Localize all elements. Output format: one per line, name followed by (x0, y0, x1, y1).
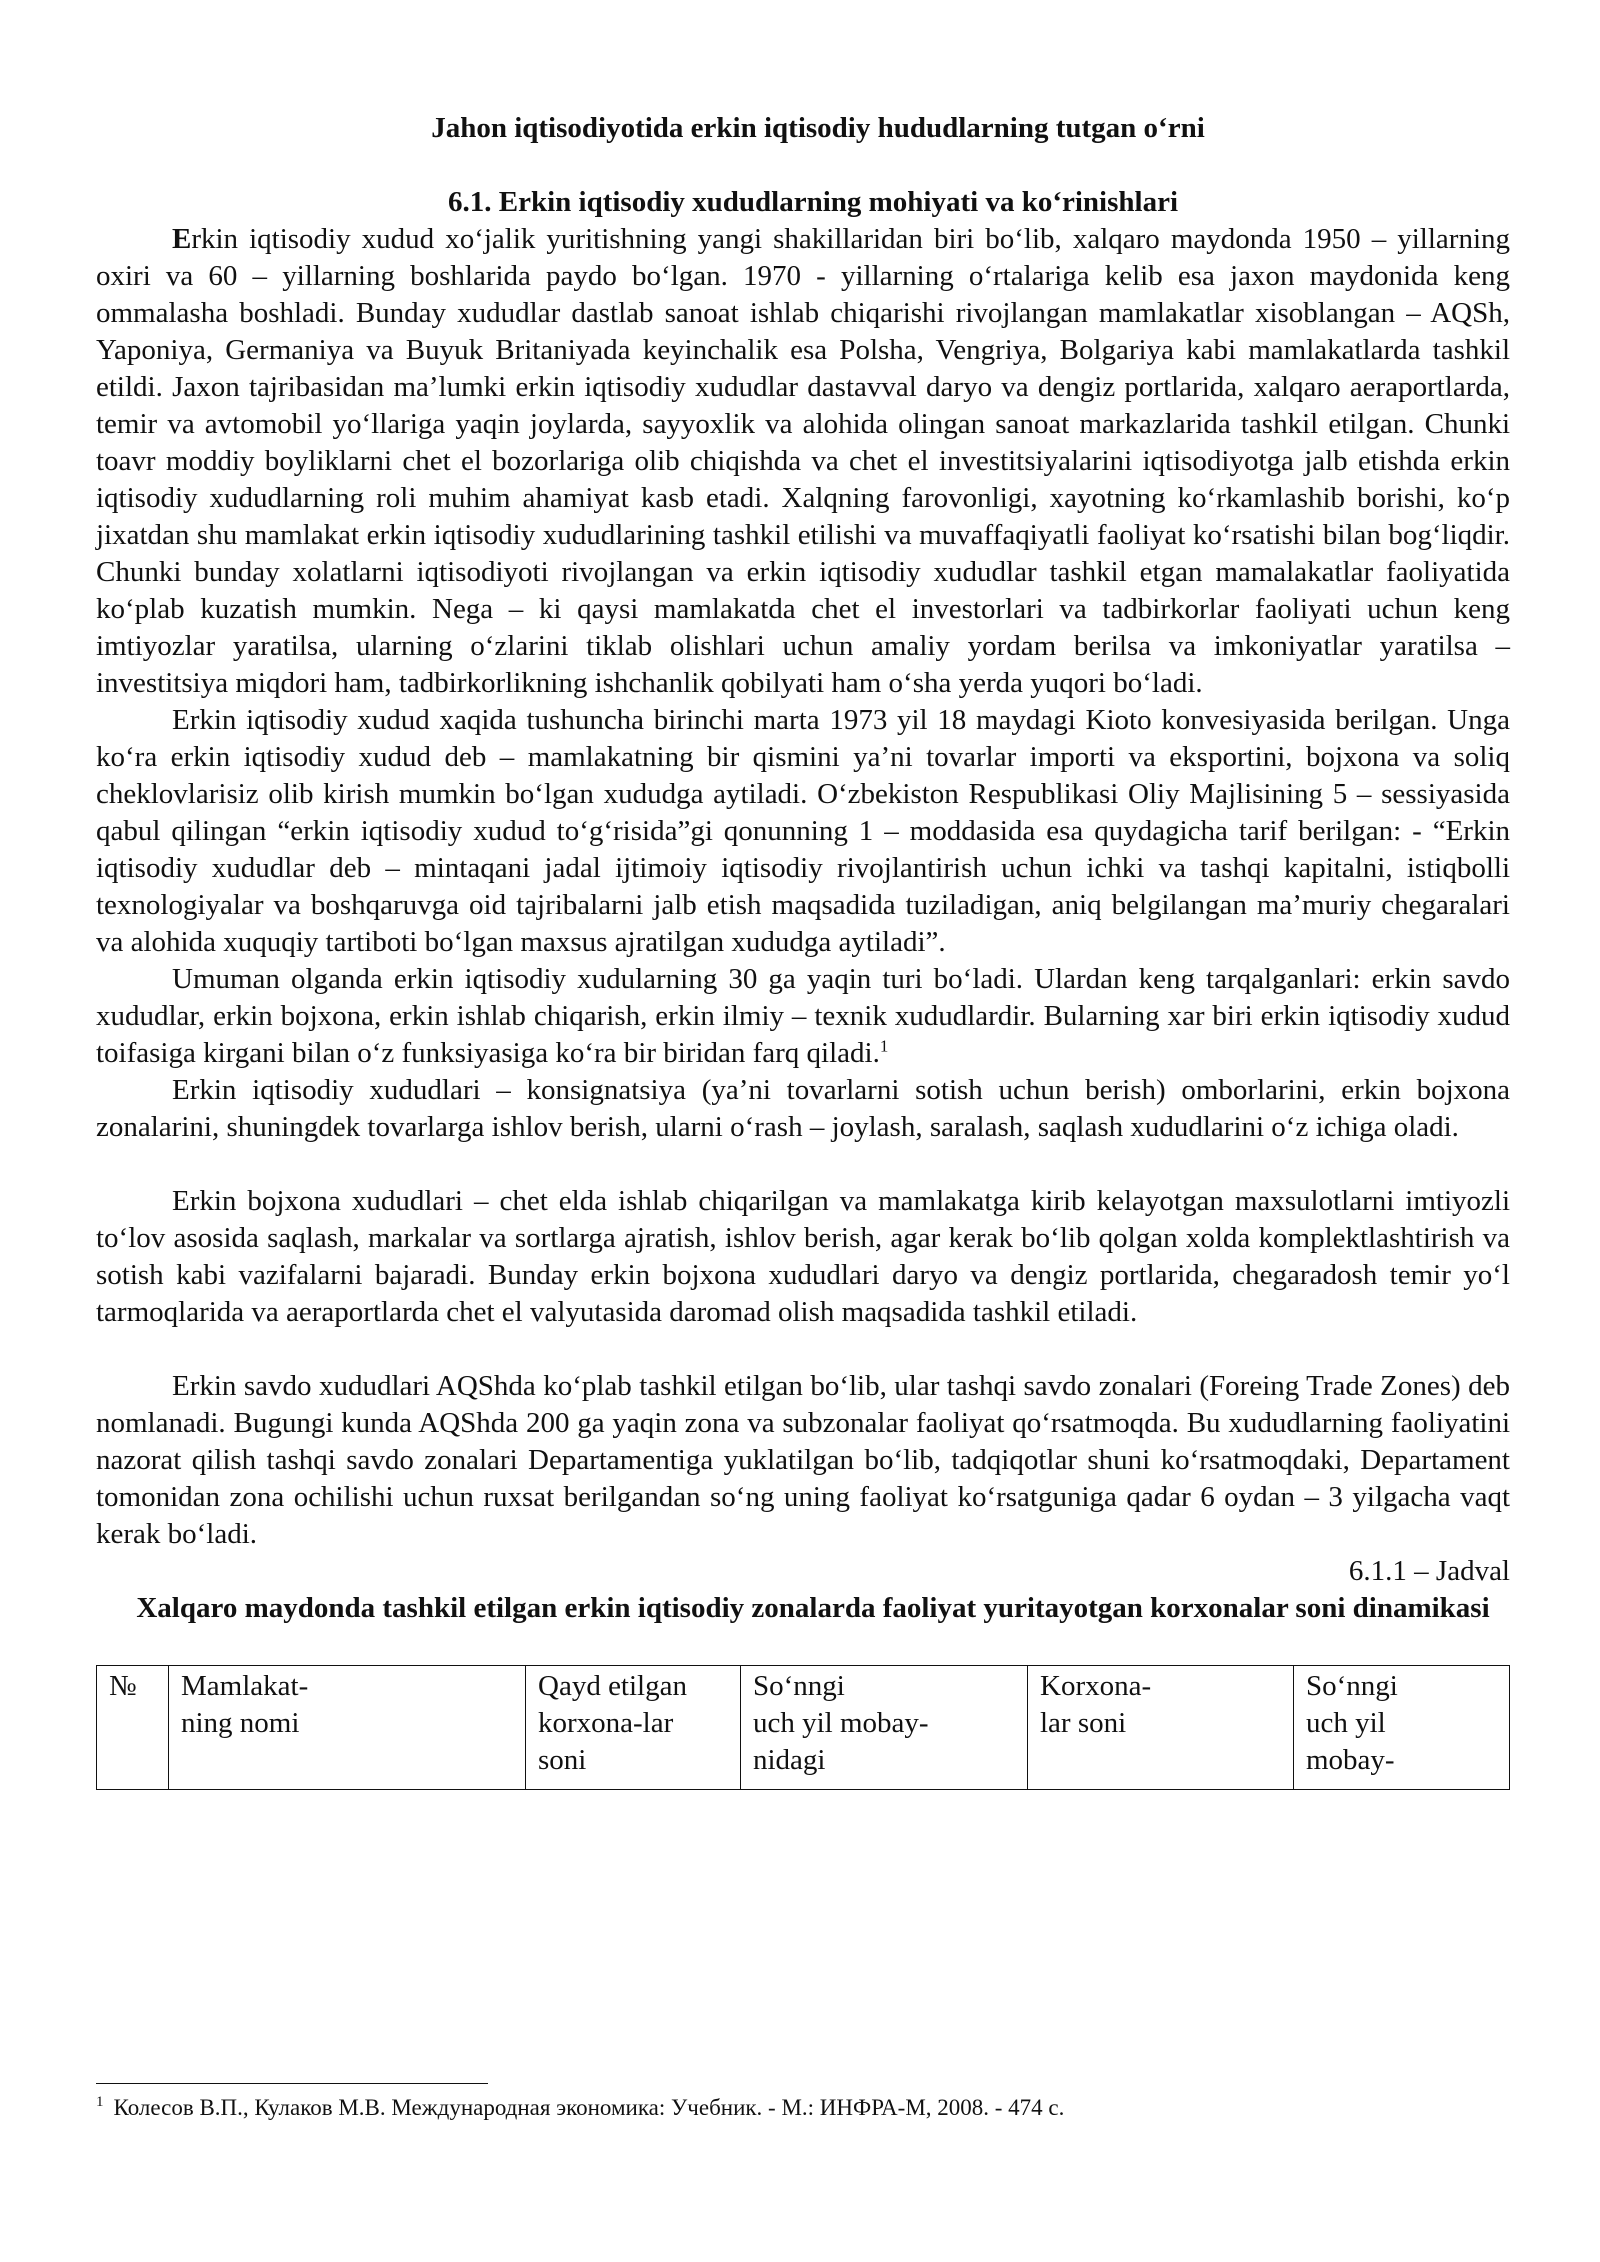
paragraph-1 (96, 221, 1510, 702)
table-header-cell-last-three-years: So‘nngi uch yil mobay- nidagi (741, 1666, 1028, 1790)
paragraph-6: Erkin savdo xududlari AQShda ko‘plab tashkil etilgan bo‘lib, ular tashqi savdo zonalari (Foreing Trade Zones) deb nomlanadi. Bugungi kunda AQShda 200 ga yaqin zona va subzonalar faoliyat qo‘rsatmoqda. Bu xududlarning faoliyatini nazorat qilish tashqi savdo zonalari Departamentiga yuklatilgan bo‘lib, tadqiqotlar shuni ko‘rsatmoqdaki, Departament tomonidan zona ochilishi uchun ruxsat berilgandan so‘ng uning faoliyat ko‘rsatguniga qadar 6 oydan – 3 yilgacha vaqt kerak bo‘ladi. (96, 1370, 1510, 1550)
footnote (96, 2093, 1510, 2123)
table-header-cell-enterprise-count: Korxona- lar soni (1028, 1666, 1294, 1790)
paragraph-1-text: rkin iqtisodiy xudud xo‘jalik yuritishning yangi shakillaridan biri bo‘lib, xalqaro maydonda 1950 – yillarning oxiri va 60 – yillarning boshlarida paydo bo‘lgan. 1970 - yillarning o‘rtalariga kelib esa jaxon maydonida keng ommalasha boshladi. Bunday xududlar dastlab sanoat ishlab chiqarishi rivojlangan mamlakatlar xisoblangan – AQSh, Yaponiya, Germaniya va Buyuk Britaniyada keyinchalik esa Polsha, Vengriya, Bolgariya kabi mamlakatlarda tashkil etildi. Jaxon tajribasidan ma’lumki erkin iqtisodiy xududlar dastavval daryo va dengiz portlarida, xalqaro aeraportlarda, temir va avtomobil yo‘llariga yaqin joylarda, sayyoxlik va alohida olingan sanoat markazlarida tashkil etilgan. Chunki toavr moddiy boyliklarni chet el bozorlariga olib chiqishda va chet el investitsiyalarini iqtisodiyotga jalb etishda erkin iqtisodiy xududlarning roli muhim ahamiyat kasb etadi. Xalqning farovonligi, xayotning ko‘rkamlashib borishi, ko‘p jixatdan shu mamlakat erkin iqtisodiy xududlarining tashkil etilishi va muvaffaqiyatli faoliyat ko‘rsatishi bilan bog‘liqdir. Chunki bunday xolatlarni iqtisodiyoti rivojlangan va erkin iqtisodiy xududlar tashkil etgan mamalakatlar faoliyatida ko‘plab kuzatish mumkin. Nega – ki qaysi mamlakatda chet el investorlari va tadbirkorlar faoliyati uchun keng imtiyozlar yaratilsa, ularning o‘zlarini tiklab olishlari uchun amaliy yordam berilsa va imkoniyatlar yaratilsa – investitsiya miqdori ham, tadbirkorlikning ishchanlik qobilyati ham o‘sha yerda yuqori bo‘ladi. (96, 223, 1510, 699)
table-label: 6.1.1 – Jadval (1348, 1555, 1510, 1587)
paragraph-2: Erkin iqtisodiy xudud xaqida tushuncha birinchi marta 1973 yil 18 maydagi Kioto konvesiyasida berilgan. Unga ko‘ra erkin iqtisodiy xudud deb – mamlakatning bir qismini ya’ni tovarlar importi va eksportini, bojxona va soliq cheklovlarisiz olib kirish mumkin bo‘lgan xududga aytiladi. O‘zbekiston Respublikasi Oliy Majlisining 5 – sessiyasida qabul qilingan “erkin iqtisodiy xudud to‘g‘risida”gi qonunning 1 – moddasida esa quydagicha tarif berilgan: - “Erkin iqtisodiy xududlar deb – mintaqani jadal ijtimoiy iqtisodiy rivojlantirish uchun ichki va tashqi kapitalni, istiqbolli texnologiyalar va boshqaruvga oid tajribalarni jalb etish maqsadida tuziladigan, aniq belgilangan ma’muriy chegaralari va alohida xuquqiy tartiboti bo‘lgan maxsus ajratilgan xududga aytiladi”. (96, 704, 1510, 958)
paragraph-3 (96, 961, 1510, 1072)
table-header-cell-last-three-years-2: So‘nngi uch yil mobay- (1294, 1666, 1510, 1790)
paragraph-5: Erkin bojxona xududlari – chet elda ishlab chiqarilgan va mamlakatga kirib kelayotgan maxsulotlarni imtiyozli to‘lov asosida saqlash, markalar va sortlarga ajratish, ishlov berish, agar kerak bo‘lib qolgan xolda komplektlashtirish va sotish kabi vazifalarni bajaradi. Bunday erkin bojxona xududlari daryo va dengiz portlarida, chegaradosh temir yo‘l tarmoqlarida va aeraportlarda chet el valyutasida daromad olish maqsadida tashkil etiladi. (96, 1185, 1510, 1328)
table-title: Xalqaro maydonda tashkil etilgan erkin iqtisodiy zonalarda faoliyat yuritayotgan korxonalar soni dinamikasi (136, 1592, 1490, 1624)
footnote-text: Колесов В.П., Кулаков М.В. Международная экономика: Учебник. - М.: ИНФРА-М, 2008. - 474 с. (113, 2095, 1065, 2120)
table-header-row (97, 1666, 1510, 1790)
footnote-reference[interactable]: 1 (879, 1036, 889, 1056)
section-title: 6.1. Erkin iqtisodiy xududlarning mohiyati va ko‘rinishlari (447, 186, 1178, 218)
table-header-cell-registered: Qayd etilgan korxona-lar soni (526, 1666, 741, 1790)
paragraph-1-lead-letter: E (172, 223, 192, 255)
document-title: Jahon iqtisodiyotida erkin iqtisodiy hududlarning tutgan o‘rni (431, 112, 1205, 144)
paragraph-gap (96, 1146, 1510, 1183)
paragraph-3-text: Umuman olganda erkin iqtisodiy xudularning 30 ga yaqin turi bo‘ladi. Ulardan keng tarqalganlari: erkin savdo xududlar, erkin bojxona, erkin ishlab chiqarish, erkin ilmiy – texnik xududlardir. Bularning xar biri erkin iqtisodiy xudud toifasiga kirgani bilan o‘z funksiyasiga ko‘ra bir biridan farq qiladi. (96, 963, 1510, 1069)
paragraph-gap (96, 1331, 1510, 1368)
table-header-cell-country: Mamlakat- ning nomi (169, 1666, 526, 1790)
footnote-separator (96, 2083, 488, 2084)
paragraph-4: Erkin iqtisodiy xududlari – konsignatsiya (ya’ni tovarlarni sotish uchun berish) omborlarini, erkin bojxona zonalarini, shuningdek tovarlarga ishlov berish, ularni o‘rash – joylash, saralash, saqlash xududlarini o‘z ichiga oladi. (96, 1074, 1510, 1143)
document-page (96, 110, 1510, 1790)
footnote-number: 1 (96, 2094, 104, 2111)
table-header-cell-number: № (97, 1666, 169, 1790)
enterprises-table (96, 1665, 1510, 1790)
